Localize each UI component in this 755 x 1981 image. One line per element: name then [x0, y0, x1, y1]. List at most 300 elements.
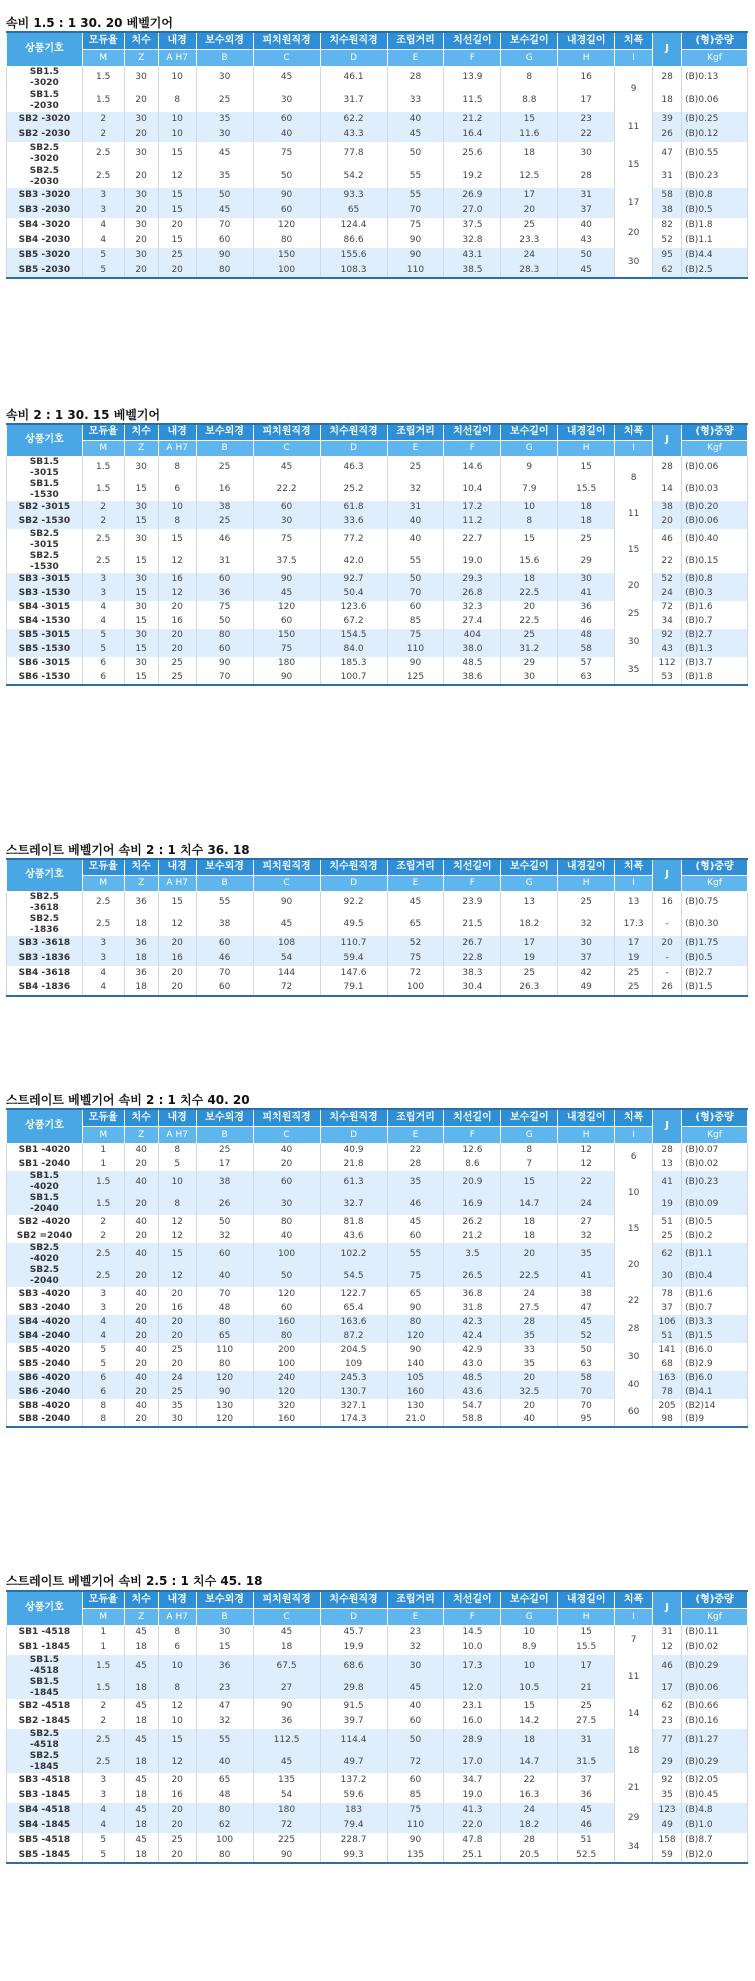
column-header: (형)중량 [682, 424, 748, 440]
cell-f: 26.5 [444, 1265, 501, 1287]
cell-j: 62 [653, 263, 682, 278]
cell-j: 52 [653, 573, 682, 587]
cell-g: 20 [501, 1399, 558, 1413]
product-code: SB4 -4518 [7, 1803, 83, 1818]
cell-m: 2.5 [82, 1265, 124, 1287]
cell-h: 31 [558, 188, 615, 203]
cell-a: 12 [158, 914, 196, 936]
cell-j: 22 [653, 551, 682, 573]
column-subheader: D [320, 1608, 387, 1625]
table-row [7, 1729, 748, 1751]
cell-c: 45 [253, 1751, 320, 1773]
cell-c: 67.5 [253, 1655, 320, 1677]
cell-weight: (B)0.45 [682, 1788, 748, 1803]
cell-f: 32.3 [444, 601, 501, 615]
cell-d: 43.6 [320, 1229, 387, 1243]
cell-f: 17.3 [444, 1655, 501, 1677]
cell-z: 20 [124, 203, 158, 218]
cell-a: 15 [158, 142, 196, 165]
cell-a: 10 [158, 1714, 196, 1729]
product-code: SB2.5 -3015 [7, 529, 83, 551]
cell-e: 72 [387, 1751, 444, 1773]
cell-f: 12.0 [444, 1677, 501, 1699]
cell-z: 18 [124, 1751, 158, 1773]
cell-m: 2.5 [82, 551, 124, 573]
cell-e: 60 [387, 1773, 444, 1788]
cell-b: 60 [196, 643, 253, 657]
cell-e: 45 [387, 127, 444, 142]
cell-j: 18 [653, 89, 682, 112]
cell-a: 8 [158, 515, 196, 529]
section-title: 스트레이트 베벨기어 속비 2.5 : 1 치수 45. 18 [6, 1574, 263, 1588]
table-row [7, 1315, 748, 1329]
cell-e: 40 [387, 529, 444, 551]
cell-z: 30 [124, 218, 158, 233]
cell-z: 20 [124, 165, 158, 188]
cell-b: 17 [196, 1157, 253, 1171]
cell-b: 70 [196, 1287, 253, 1301]
cell-e: 90 [387, 657, 444, 671]
cell-f: 17.2 [444, 501, 501, 515]
spec-table [6, 1590, 748, 1864]
cell-h: 17 [558, 1655, 615, 1677]
cell-b: 25 [196, 515, 253, 529]
cell-e: 75 [387, 951, 444, 966]
table-row [7, 657, 748, 671]
cell-j: 30 [653, 1265, 682, 1287]
cell-j: 16 [653, 891, 682, 914]
cell-weight: (B)0.06 [682, 1677, 748, 1699]
cell-m: 1.5 [82, 456, 124, 479]
cell-weight: (B)0.75 [682, 891, 748, 914]
cell-z: 18 [124, 1677, 158, 1699]
cell-width: 20 [615, 573, 653, 601]
column-header: 조립거리 [387, 1109, 444, 1126]
cell-b: 60 [196, 1243, 253, 1265]
cell-g: 15 [501, 1171, 558, 1193]
cell-j: 158 [653, 1833, 682, 1848]
cell-m: 1.5 [82, 1193, 124, 1215]
cell-h: 48 [558, 629, 615, 643]
cell-z: 30 [124, 529, 158, 551]
cell-c: 75 [253, 142, 320, 165]
table-row [7, 112, 748, 127]
cell-a: 16 [158, 615, 196, 629]
product-code: SB3 -3020 [7, 188, 83, 203]
cell-a: 20 [158, 601, 196, 615]
column-header: 치수원직경 [320, 1109, 387, 1126]
cell-z: 40 [124, 1143, 158, 1157]
cell-f: 16.0 [444, 1714, 501, 1729]
cell-d: 81.8 [320, 1215, 387, 1229]
cell-j: 141 [653, 1343, 682, 1357]
cell-z: 30 [124, 629, 158, 643]
product-code: SB5 -4020 [7, 1343, 83, 1357]
cell-b: 90 [196, 1385, 253, 1399]
cell-j: 25 [653, 1229, 682, 1243]
section-title: 속비 1.5 : 1 30. 20 베벨기어 [6, 16, 173, 30]
cell-m: 4 [82, 1329, 124, 1343]
cell-c: 80 [253, 1215, 320, 1229]
column-header: 피치원직경 [253, 859, 320, 875]
column-header: 상품기호 [7, 32, 83, 66]
cell-g: 28 [501, 1833, 558, 1848]
cell-h: 35 [558, 1243, 615, 1265]
cell-j: 163 [653, 1371, 682, 1385]
column-header: 보수길이 [501, 859, 558, 875]
cell-width: 11 [615, 112, 653, 142]
column-header: 치수 [124, 859, 158, 875]
cell-f: 12.6 [444, 1143, 501, 1157]
column-header: 치폭 [615, 859, 653, 875]
cell-e: 40 [387, 515, 444, 529]
cell-a: 20 [158, 966, 196, 981]
cell-a: 16 [158, 1301, 196, 1315]
cell-j: 46 [653, 529, 682, 551]
cell-h: 41 [558, 587, 615, 601]
cell-j: 51 [653, 1329, 682, 1343]
table-row [7, 1343, 748, 1357]
column-header: 치수원직경 [320, 859, 387, 875]
column-header: 보수외경 [196, 424, 253, 440]
cell-weight: (B)1.27 [682, 1729, 748, 1751]
cell-e: 70 [387, 203, 444, 218]
product-code: SB2 -1845 [7, 1714, 83, 1729]
table-row [7, 188, 748, 203]
cell-m: 2.5 [82, 165, 124, 188]
cell-h: 27.5 [558, 1714, 615, 1729]
cell-b: 60 [196, 936, 253, 951]
cell-d: 84.0 [320, 643, 387, 657]
cell-z: 30 [124, 112, 158, 127]
cell-h: 17 [558, 89, 615, 112]
cell-weight: (B)0.23 [682, 165, 748, 188]
cell-weight: (B)0.09 [682, 1193, 748, 1215]
column-header: 내경 [158, 1109, 196, 1126]
cell-width: 35 [615, 657, 653, 685]
cell-h: 36 [558, 601, 615, 615]
cell-e: 50 [387, 573, 444, 587]
cell-d: 79.1 [320, 981, 387, 996]
column-subheader: F [444, 1126, 501, 1143]
cell-g: 8 [501, 1143, 558, 1157]
cell-weight: (B)1.5 [682, 981, 748, 996]
cell-g: 29 [501, 657, 558, 671]
cell-width: 17 [615, 188, 653, 218]
cell-e: 46 [387, 1193, 444, 1215]
cell-d: 61.8 [320, 501, 387, 515]
cell-z: 15 [124, 587, 158, 601]
table-row [7, 1171, 748, 1193]
cell-c: 150 [253, 629, 320, 643]
cell-j: 47 [653, 142, 682, 165]
cell-h: 58 [558, 643, 615, 657]
column-header: 치선길이 [444, 424, 501, 440]
cell-m: 6 [82, 1385, 124, 1399]
cell-weight: (B)0.11 [682, 1625, 748, 1640]
cell-b: 16 [196, 479, 253, 501]
cell-e: 32 [387, 479, 444, 501]
cell-c: 160 [253, 1413, 320, 1427]
cell-weight: (B)0.20 [682, 501, 748, 515]
cell-m: 5 [82, 263, 124, 278]
cell-g: 8.9 [501, 1640, 558, 1655]
cell-z: 15 [124, 515, 158, 529]
cell-f: 42.4 [444, 1329, 501, 1343]
cell-z: 18 [124, 1848, 158, 1863]
cell-j: 92 [653, 629, 682, 643]
cell-b: 46 [196, 951, 253, 966]
cell-a: 25 [158, 248, 196, 263]
cell-h: 30 [558, 573, 615, 587]
column-subheader: H [558, 1126, 615, 1143]
cell-g: 10 [501, 1655, 558, 1677]
column-header: 조립거리 [387, 859, 444, 875]
cell-weight: (B)4.1 [682, 1385, 748, 1399]
table-row [7, 891, 748, 914]
cell-d: 123.6 [320, 601, 387, 615]
cell-f: 32.8 [444, 233, 501, 248]
column-subheader: A H7 [158, 440, 196, 456]
cell-g: 40 [501, 1413, 558, 1427]
column-subheader: G [501, 1126, 558, 1143]
product-code: SB4 -2040 [7, 1329, 83, 1343]
column-header: 치선길이 [444, 1109, 501, 1126]
cell-e: 40 [387, 1699, 444, 1714]
cell-b: 90 [196, 657, 253, 671]
cell-c: 100 [253, 1357, 320, 1371]
product-code: SB2 =2040 [7, 1229, 83, 1243]
cell-h: 32 [558, 914, 615, 936]
cell-c: 80 [253, 233, 320, 248]
cell-c: 60 [253, 112, 320, 127]
cell-j: 19 [653, 1193, 682, 1215]
cell-m: 2.5 [82, 1751, 124, 1773]
cell-d: 155.6 [320, 248, 387, 263]
cell-h: 70 [558, 1385, 615, 1399]
cell-e: 28 [387, 1157, 444, 1171]
cell-c: 90 [253, 573, 320, 587]
column-header: 모듀율 [82, 32, 124, 49]
column-header: 치폭 [615, 1109, 653, 1126]
cell-g: 18 [501, 573, 558, 587]
cell-g: 35 [501, 1329, 558, 1343]
cell-a: 16 [158, 951, 196, 966]
cell-z: 36 [124, 936, 158, 951]
cell-f: 42.9 [444, 1343, 501, 1357]
cell-width: 18 [615, 1729, 653, 1773]
product-code: SB4 -1836 [7, 981, 83, 996]
cell-a: 16 [158, 573, 196, 587]
cell-weight: (B)1.1 [682, 1243, 748, 1265]
cell-f: 36.8 [444, 1287, 501, 1301]
product-code: SB5 -1845 [7, 1848, 83, 1863]
column-header: 보수외경 [196, 859, 253, 875]
cell-a: 25 [158, 1385, 196, 1399]
cell-b: 36 [196, 587, 253, 601]
cell-e: 30 [387, 1655, 444, 1677]
cell-j: 28 [653, 66, 682, 89]
cell-weight: (B)1.6 [682, 1287, 748, 1301]
cell-a: 8 [158, 1625, 196, 1640]
cell-d: 39.7 [320, 1714, 387, 1729]
column-subheader: D [320, 1126, 387, 1143]
cell-e: 75 [387, 629, 444, 643]
table-row [7, 1833, 748, 1848]
cell-c: 120 [253, 218, 320, 233]
cell-d: 228.7 [320, 1833, 387, 1848]
cell-weight: (B)1.75 [682, 936, 748, 951]
cell-b: 80 [196, 263, 253, 278]
cell-weight: (B)2.05 [682, 1773, 748, 1788]
cell-d: 40.9 [320, 1143, 387, 1157]
cell-z: 30 [124, 601, 158, 615]
table-row [7, 1243, 748, 1265]
cell-c: 20 [253, 1157, 320, 1171]
cell-f: 38.5 [444, 263, 501, 278]
cell-g: 7 [501, 1157, 558, 1171]
cell-h: 30 [558, 142, 615, 165]
cell-c: 30 [253, 515, 320, 529]
cell-weight: (B)0.7 [682, 1301, 748, 1315]
column-header: 내경길이 [558, 1591, 615, 1608]
cell-b: 45 [196, 203, 253, 218]
column-subheader: B [196, 1608, 253, 1625]
cell-m: 4 [82, 1315, 124, 1329]
cell-m: 1 [82, 1640, 124, 1655]
column-subheader: D [320, 440, 387, 456]
cell-g: 10 [501, 501, 558, 515]
cell-c: 50 [253, 165, 320, 188]
column-header: 상품기호 [7, 859, 83, 891]
cell-g: 8 [501, 515, 558, 529]
cell-b: 65 [196, 1773, 253, 1788]
cell-e: 65 [387, 914, 444, 936]
cell-z: 30 [124, 188, 158, 203]
cell-weight: (B)0.13 [682, 66, 748, 89]
table-row [7, 1773, 748, 1788]
cell-d: 110.7 [320, 936, 387, 951]
cell-z: 18 [124, 1640, 158, 1655]
cell-width: 10 [615, 1171, 653, 1215]
column-header: J [653, 1591, 682, 1625]
cell-h: 29 [558, 551, 615, 573]
cell-m: 8 [82, 1413, 124, 1427]
product-code: SB4 -3015 [7, 601, 83, 615]
cell-f: 30.4 [444, 981, 501, 996]
column-subheader: C [253, 440, 320, 456]
cell-h: 50 [558, 1343, 615, 1357]
cell-h: 12 [558, 1157, 615, 1171]
cell-j: 28 [653, 1143, 682, 1157]
cell-d: 154.5 [320, 629, 387, 643]
cell-b: 47 [196, 1699, 253, 1714]
cell-d: 32.7 [320, 1193, 387, 1215]
cell-j: 17 [653, 1677, 682, 1699]
cell-b: 65 [196, 1329, 253, 1343]
product-code: SB1.5 -4020 [7, 1171, 83, 1193]
cell-h: 45 [558, 263, 615, 278]
cell-c: 30 [253, 89, 320, 112]
cell-a: 15 [158, 188, 196, 203]
cell-a: 10 [158, 66, 196, 89]
cell-j: 29 [653, 1751, 682, 1773]
cell-f: 8.6 [444, 1157, 501, 1171]
cell-f: 58.8 [444, 1413, 501, 1427]
cell-c: 90 [253, 1848, 320, 1863]
cell-f: 37.5 [444, 218, 501, 233]
product-code: SB4 -4020 [7, 1315, 83, 1329]
cell-width: 60 [615, 1399, 653, 1427]
cell-weight: (B)0.06 [682, 89, 748, 112]
cell-z: 45 [124, 1625, 158, 1640]
product-code: SB4 -2030 [7, 233, 83, 248]
cell-e: 32 [387, 1640, 444, 1655]
cell-a: 15 [158, 203, 196, 218]
column-subheader: G [501, 49, 558, 66]
cell-j: 78 [653, 1287, 682, 1301]
product-code: SB5 -3015 [7, 629, 83, 643]
cell-g: 18 [501, 1229, 558, 1243]
cell-a: 10 [158, 127, 196, 142]
cell-a: 15 [158, 529, 196, 551]
cell-g: 27.5 [501, 1301, 558, 1315]
cell-h: 52 [558, 1329, 615, 1343]
cell-b: 48 [196, 1301, 253, 1315]
cell-g: 20 [501, 203, 558, 218]
cell-g: 14.7 [501, 1751, 558, 1773]
product-code: SB2.5 -1845 [7, 1751, 83, 1773]
cell-j: - [653, 966, 682, 981]
cell-e: 45 [387, 891, 444, 914]
cell-e: 33 [387, 89, 444, 112]
cell-z: 45 [124, 1773, 158, 1788]
column-header: 치수 [124, 424, 158, 440]
cell-m: 1.5 [82, 1655, 124, 1677]
cell-weight: (B)4.8 [682, 1803, 748, 1818]
cell-b: 30 [196, 66, 253, 89]
cell-z: 45 [124, 1699, 158, 1714]
cell-d: 21.8 [320, 1157, 387, 1171]
cell-e: 70 [387, 587, 444, 601]
cell-g: 15 [501, 529, 558, 551]
table-row [7, 1625, 748, 1640]
cell-m: 1 [82, 1143, 124, 1157]
cell-f: 26.2 [444, 1215, 501, 1229]
cell-b: 130 [196, 1399, 253, 1413]
cell-z: 20 [124, 1413, 158, 1427]
cell-c: 135 [253, 1773, 320, 1788]
cell-j: 51 [653, 1215, 682, 1229]
cell-e: 22 [387, 1143, 444, 1157]
cell-weight: (B)2.5 [682, 263, 748, 278]
cell-z: 18 [124, 1818, 158, 1833]
cell-d: 54.2 [320, 165, 387, 188]
cell-g: 12.5 [501, 165, 558, 188]
column-header: 피치원직경 [253, 1109, 320, 1126]
product-code: SB3 -4518 [7, 1773, 83, 1788]
cell-z: 30 [124, 501, 158, 515]
cell-h: 18 [558, 501, 615, 515]
cell-j: 24 [653, 587, 682, 601]
cell-m: 1.5 [82, 89, 124, 112]
product-code: SB4 -3020 [7, 218, 83, 233]
cell-h: 37 [558, 951, 615, 966]
cell-c: 45 [253, 456, 320, 479]
cell-d: 102.2 [320, 1243, 387, 1265]
cell-e: 50 [387, 142, 444, 165]
product-code: SB2 -4020 [7, 1215, 83, 1229]
